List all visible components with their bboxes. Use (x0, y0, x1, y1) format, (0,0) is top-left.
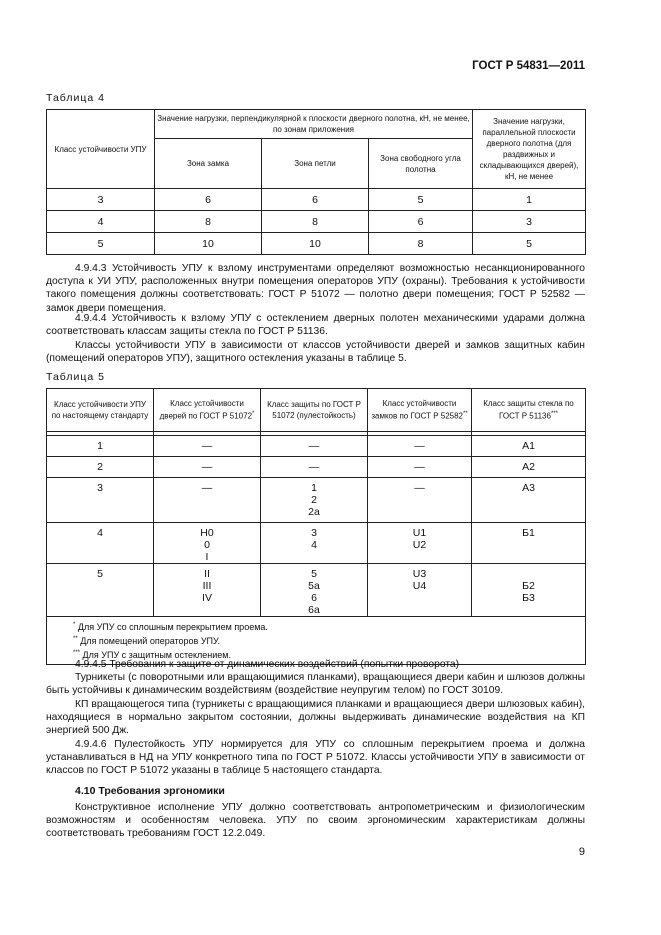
page-number: 9 (578, 846, 585, 858)
t5-cell: 1 (47, 436, 154, 457)
t5-cell: 2 (47, 457, 154, 478)
t5-header-glass: Класс защиты стекла по ГОСТ Р 51136*** (472, 389, 586, 432)
paragraph-4-9-4-6: 4.9.4.6 Пулестойкость УПУ нормируется для УПУ со сплошным перекрытием проема и должна устанавливаться в НД на УПУ конкретного типа по ГОСТ Р 51072. Классы устойчивости УПУ в зависимости от классов по ГОСТ Р 51072 указаны в таблице 5 настоящего стандарта. (46, 739, 585, 777)
document-code: ГОСТ Р 54831—2011 (472, 60, 585, 72)
t4-cell: 6 (155, 189, 262, 211)
t5-header-protection: Класс защиты по ГОСТ Р 51072 (пулестойкость) (261, 389, 368, 432)
t5-cell: — (261, 436, 368, 457)
t4-cell: 3 (473, 211, 586, 233)
t5-cell: Н0 0 I (154, 523, 261, 564)
t5-header-class: Класс устойчивости УПУ по настоящему стандарту (47, 389, 154, 432)
table-row (47, 564, 586, 617)
footnote: ** Для помещений операторов УПУ. (73, 636, 221, 646)
t4-cell: 4 (47, 211, 155, 233)
paragraph-classes: Классы устойчивости УПУ в зависимости от классов устойчивости дверей и замков защитных кабин (помещений операторов УПУ), защитного остекления указаны в таблице 5. (46, 340, 585, 365)
t5-cell: 5 (47, 564, 154, 617)
paragraph-4-9-4-5: 4.9.4.5 Требования к защите от динамических воздействий (попытки проворота) (75, 659, 460, 670)
t5-cell: — (368, 478, 472, 523)
t5-cell: — (368, 436, 472, 457)
section-title-4-10: 4.10 Требования эргономики (75, 785, 225, 797)
t5-cell: 3 4 (261, 523, 368, 564)
table-row (47, 523, 586, 564)
t4-cell: 5 (369, 189, 473, 211)
t5-cell: — (154, 478, 261, 523)
t5-header-locks: Класс устойчивости замков по ГОСТ Р 52582** (368, 389, 472, 432)
t4-cell: 8 (369, 233, 473, 255)
t5-cell: А3 (472, 478, 586, 523)
t4-cell: 5 (473, 233, 586, 255)
table-5 (46, 388, 586, 665)
table-row (47, 436, 586, 457)
t5-cell: А2 (472, 457, 586, 478)
table5-caption: Таблица 5 (46, 371, 105, 383)
t5-cell: Б2 Б3 (472, 564, 586, 617)
t4-cell: 6 (369, 211, 473, 233)
t5-cell: 4 (47, 523, 154, 564)
t4-header-zone-hinge: Зона петли (262, 139, 369, 189)
table-row (47, 233, 586, 255)
t4-cell: 1 (473, 189, 586, 211)
t5-cell: Б1 (472, 523, 586, 564)
t5-header-doors: Класс устойчивости дверей по ГОСТ Р 51072* (154, 389, 261, 432)
t5-cell: II III IV (154, 564, 261, 617)
t4-cell: 8 (155, 211, 262, 233)
t5-cell: U3 U4 (368, 564, 472, 617)
t5-cell: — (261, 457, 368, 478)
t4-header-parallel: Значение нагрузки, параллельной плоскости дверного полотна (для раздвижных и складывающихся дверей), кН, не менее (473, 110, 586, 189)
t4-header-zone-lock: Зона замка (155, 139, 262, 189)
table4-caption: Таблица 4 (46, 92, 105, 104)
footnote: * Для УПУ со сплошным перекрытием проема. (73, 622, 268, 632)
t5-cell: — (154, 436, 261, 457)
t4-header-perp: Значение нагрузки, перпендикулярной к плоскости дверного полотна, кН, не менее, по зонам приложения (155, 110, 473, 139)
t4-cell: 3 (47, 189, 155, 211)
table-row (47, 457, 586, 478)
t5-cell: 5 5а 6 6а (261, 564, 368, 617)
t5-cell: 1 2 2а (261, 478, 368, 523)
t5-cell: — (368, 457, 472, 478)
paragraph-4-9-4-3: 4.9.4.3 Устойчивость УПУ к взлому инструментами определяют возможностью несанкционированного доступа к УИ УПУ, расположенных внутри помещения операторов УПУ (охраны). Требования к устойчивости такого помещения должны соответствовать: ГОСТ Р 51072 — полотно двери помещения; ГОСТ Р 52582 — замок двери помещения. (46, 263, 585, 314)
t4-header-class: Класс устойчивости УПУ (47, 110, 155, 189)
table-4 (46, 109, 586, 255)
paragraph-turnstiles: Турникеты (с поворотными или вращающимися планками), вращающиеся двери кабин и шлюзов должны быть устойчивы к динамическим воздействиям (воздействие неупругим телом) по ГОСТ 30109. (46, 672, 585, 697)
paragraph-4-9-4-4: 4.9.4.4 Устойчивость к взлому УПУ с остеклением дверных полотен механическими ударами должна соответствовать классам защиты стекла по ГОСТ Р 51136. (46, 313, 585, 338)
t4-cell: 8 (262, 211, 369, 233)
t4-cell: 10 (262, 233, 369, 255)
table-row (47, 211, 586, 233)
t4-header-zone-free: Зона свободного угла полотна (369, 139, 473, 189)
paragraph-kp: КП вращающегося типа (турникеты с вращающимися планками и вращающиеся двери шлюзовых кабин), находящиеся в нормально закрытом состоянии, должны выдерживать динамические воздействия на КП энергией 500 Дж. (46, 699, 585, 737)
t4-cell: 10 (155, 233, 262, 255)
t5-cell: U1 U2 (368, 523, 472, 564)
table-row (47, 478, 586, 523)
t5-cell: 3 (47, 478, 154, 523)
t5-cell: А1 (472, 436, 586, 457)
t4-cell: 6 (262, 189, 369, 211)
footnote: *** Для УПУ с защитным остеклением. (73, 650, 231, 660)
paragraph-4-10: Конструктивное исполнение УПУ должно соответствовать антропометрическим и физиологическим возможностям и особенностям человека. УПУ по своим эргономическим характеристикам должны соответствовать требованиям ГОСТ 12.2.049. (46, 802, 585, 840)
table-row (47, 189, 586, 211)
t5-cell: — (154, 457, 261, 478)
t4-cell: 5 (47, 233, 155, 255)
